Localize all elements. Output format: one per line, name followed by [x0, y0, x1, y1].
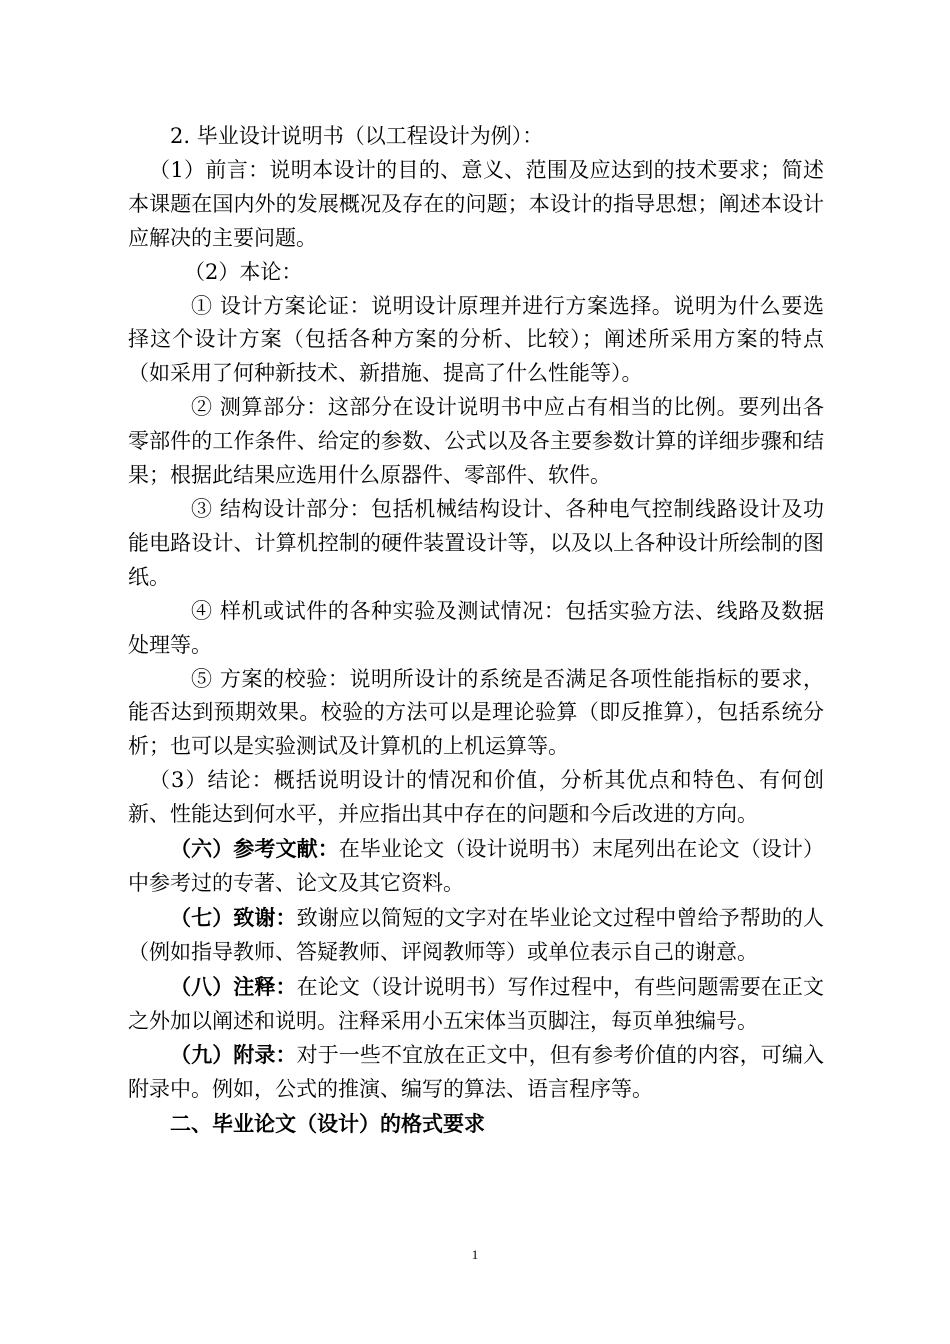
- section-appendix: [128, 1038, 824, 1107]
- paragraph-prototype-testing: ④ 样机或试件的各种实验及测试情况：包括实验方法、线路及数据处理等。: [128, 598, 824, 657]
- paragraph-preface: （1）前言：说明本设计的目的、意义、范围及应达到的技术要求；简述本课题在国内外的发展概况及存在的问题；本设计的指导思想；阐述本设计应解决的主要问题。: [128, 157, 824, 250]
- section-appendix-text: 对于一些不宜放在正文中，但有参考价值的内容，可编入附录中。例如，公式的推演、编写的算法、语言程序等。: [128, 1043, 825, 1102]
- paragraph-main-body-label: （2）本论：: [184, 259, 303, 284]
- heading-design-manual: 2. 毕业设计说明书（以工程设计为例）：: [170, 124, 544, 148]
- section-references-text: 在毕业论文（设计说明书）末尾列出在论文（设计）中参考过的专著、论文及其它资料。: [128, 837, 825, 895]
- section-references: [128, 832, 824, 901]
- section-acknowledgements-label: （七）致谢：: [170, 904, 297, 930]
- paragraph-conclusion: （3）结论：概括说明设计的情况和价值，分析其优点和特色、有何创新、性能达到何水平，并应指出其中存在的问题和今后改进的方向。: [128, 768, 824, 827]
- section-appendix-label: （九）附录：: [170, 1042, 297, 1068]
- section-notes-label: （八）注释：: [170, 973, 297, 999]
- paragraph-calculation: ② 测算部分：这部分在设计说明书中应占有相当的比例。要列出各零部件的工作条件、给定的参数、公式以及各主要参数计算的详细步骤和结果；根据此结果应选用什么原器件、零部件、软件。: [128, 395, 824, 488]
- paragraph-design-scheme: ① 设计方案论证：说明设计原理并进行方案选择。说明为什么要选择这个设计方案（包括各种方案的分析、比较）；阐述所采用方案的特点（如采用了何种新技术、新措施、提高了什么性能等）。: [128, 293, 824, 386]
- paragraph-scheme-verification: ⑤ 方案的校验：说明所设计的系统是否满足各项性能指标的要求，能否达到预期效果。校验的方法可以是理论验算（即反推算），包括系统分析；也可以是实验测试及计算机的上机运算等。: [128, 666, 824, 759]
- section-notes-text: 在论文（设计说明书）写作过程中，有些问题需要在正文之外加以阐述和说明。注释采用小五宋体当页脚注，每页单独编号。: [128, 974, 825, 1033]
- section-acknowledgements: [128, 901, 824, 970]
- section-acknowledgements-text: 致谢应以简短的文字对在毕业论文过程中曾给予帮助的人（例如指导教师、答疑教师、评阅教师等）或单位表示自己的谢意。: [128, 905, 825, 964]
- document-body: [128, 120, 824, 1141]
- paragraph-structure-design: ③ 结构设计部分：包括机械结构设计、各种电气控制线路设计及功能电路设计、计算机控制的硬件装置设计等，以及以上各种设计所绘制的图纸。: [128, 496, 824, 589]
- section-notes: [128, 970, 824, 1039]
- section-format-requirements-title: 二、毕业论文（设计）的格式要求: [170, 1111, 485, 1137]
- page-number: 1: [471, 1247, 479, 1262]
- section-references-label: （六）参考文献：: [170, 836, 339, 862]
